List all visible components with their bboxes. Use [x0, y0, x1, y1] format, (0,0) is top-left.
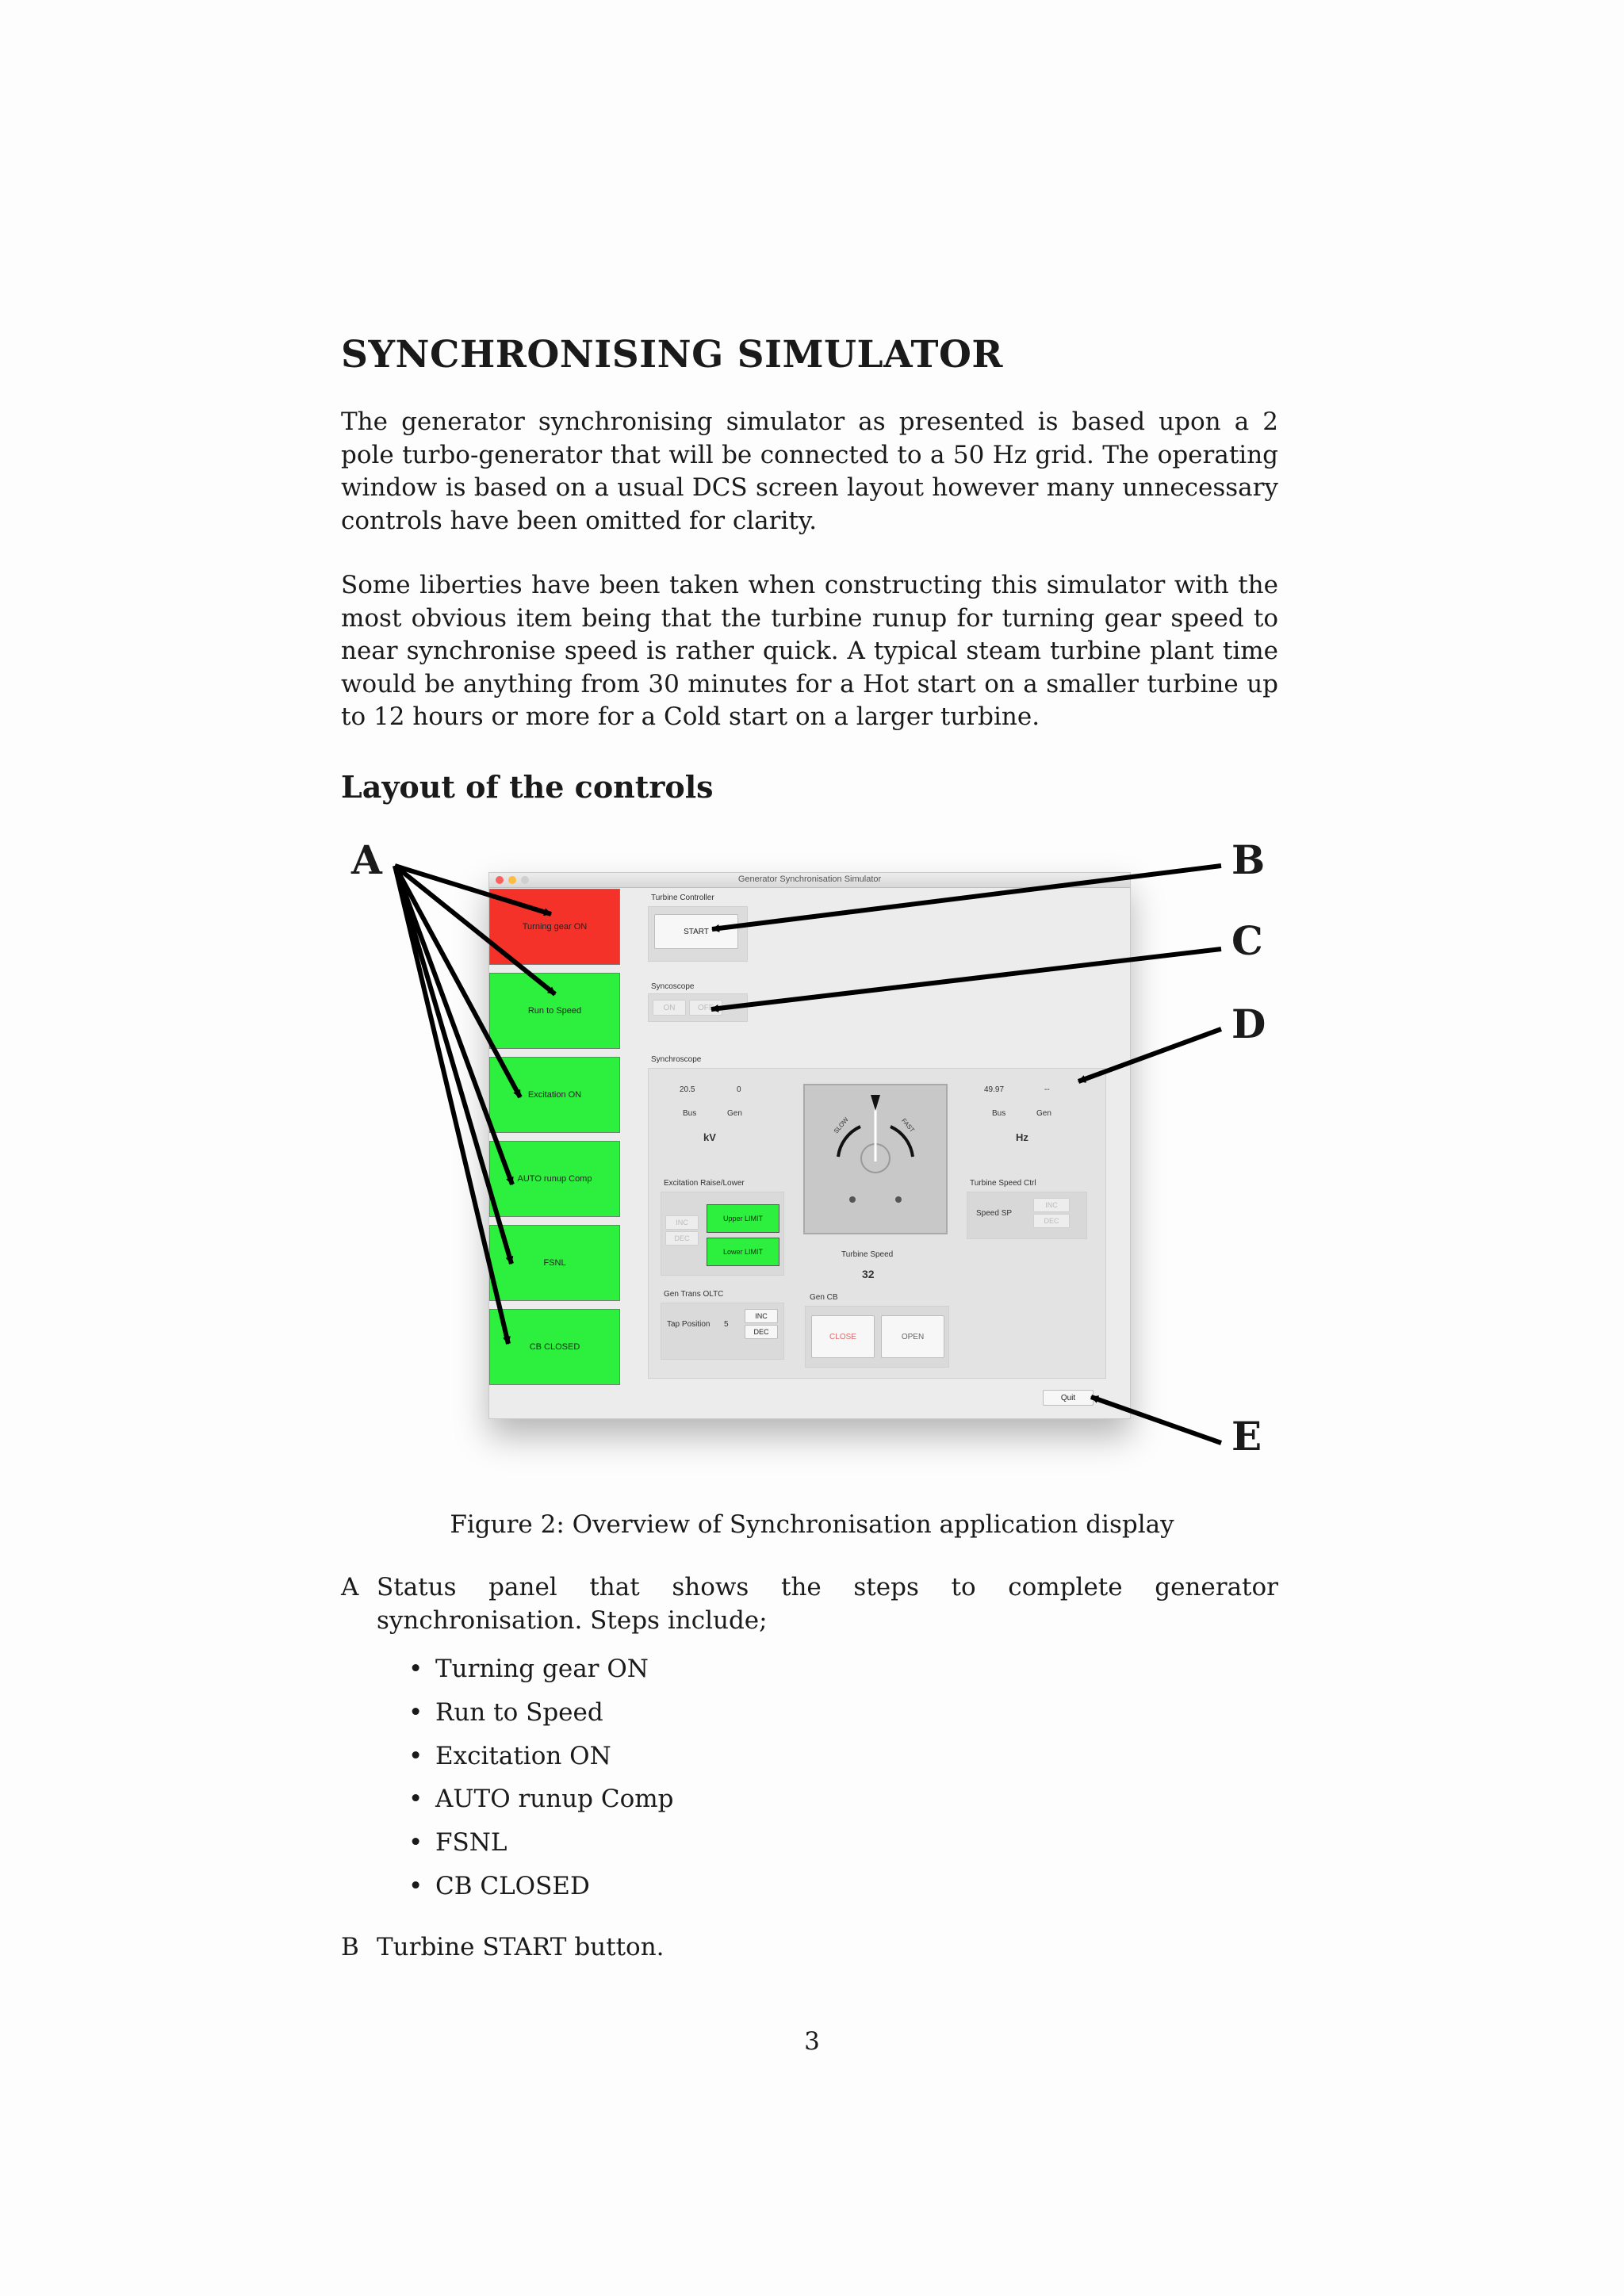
arrow-b	[712, 866, 1221, 929]
callout-d: D	[1231, 1001, 1266, 1047]
figure-caption: Figure 2: Overview of Synchronisation application display	[450, 1510, 1174, 1539]
page-heading: SYNCHRONISING SIMULATOR	[341, 333, 1003, 377]
excitation-label: Excitation Raise/Lower	[664, 1179, 745, 1188]
hz-unit: Hz	[1016, 1131, 1028, 1143]
dial-fast-label: FAST	[900, 1116, 916, 1135]
list-item: • FSNL	[408, 1828, 508, 1858]
cb-open-button[interactable]: OPEN	[881, 1315, 944, 1358]
upper-limit-indicator: Upper LIMIT	[707, 1204, 779, 1233]
list-item: • Turning gear ON	[408, 1655, 649, 1683]
oltc-inc-button[interactable]: INC	[745, 1309, 778, 1323]
steps-list	[408, 1655, 674, 1915]
list-item-text: AUTO runup Comp	[435, 1785, 674, 1814]
list-item: • AUTO runup Comp	[408, 1785, 674, 1814]
definition-a-key: A	[341, 1573, 359, 1601]
status-excitation: Excitation ON	[489, 1057, 620, 1133]
arrow-a-5	[395, 866, 511, 1264]
gen-trans-oltc-label: Gen Trans OLTC	[664, 1290, 724, 1299]
gen-hz-value: --	[1044, 1085, 1050, 1094]
bus-hz-label: Bus	[992, 1109, 1006, 1118]
list-item: • Excitation ON	[408, 1741, 611, 1770]
definition-b-text: Turbine START button.	[377, 1933, 665, 1961]
arrow-e	[1091, 1397, 1221, 1443]
excitation-dec-button[interactable]: DEC	[665, 1231, 699, 1246]
status-fsnl: FSNL	[489, 1225, 620, 1301]
bus-kv-value: 20.5	[680, 1085, 695, 1094]
gen-kv-value: 0	[737, 1085, 741, 1094]
quit-button[interactable]: Quit	[1043, 1390, 1094, 1406]
bus-kv-label: Bus	[683, 1109, 697, 1118]
definition-a-text: Status panel that shows the steps to complete generator synchronisation. Steps include;	[377, 1573, 1278, 1635]
window-title: Generator Synchronisation Simulator	[737, 874, 882, 884]
section-subheading: Layout of the controls	[341, 769, 714, 805]
status-cb-closed: CB CLOSED	[489, 1309, 620, 1385]
list-item-text: Turning gear ON	[435, 1655, 649, 1683]
liberties-paragraph: Some liberties have been taken when constructing this simulator with the most obvious item being that the turbine runup for turning gear speed to near synchronise speed is rather quick. A typical steam turbine plant time would be anything from 30 minutes for a Hot start on a smaller turbine up to 12 hours or more for a Cold start on a larger turbine.	[341, 571, 1278, 731]
callout-a: A	[351, 836, 382, 883]
synchroscope-label: Synchroscope	[651, 1055, 702, 1064]
lower-limit-indicator: Lower LIMIT	[707, 1238, 779, 1266]
turbine-speed-value: 32	[862, 1268, 875, 1280]
gen-cb-label: Gen CB	[810, 1293, 838, 1302]
definition-b	[341, 1931, 1278, 1965]
excitation-inc-button[interactable]: INC	[665, 1215, 699, 1230]
callout-e: E	[1231, 1413, 1262, 1460]
gen-kv-label: Gen	[727, 1109, 742, 1118]
status-auto-runup: AUTO runup Comp	[489, 1141, 620, 1217]
arrow-c	[711, 949, 1221, 1009]
callout-b: B	[1231, 836, 1266, 883]
list-item-text: Run to Speed	[435, 1697, 603, 1727]
tap-position-value: 5	[724, 1320, 729, 1329]
speed-sp-dec-button[interactable]: DEC	[1033, 1214, 1070, 1228]
arrow-d	[1078, 1029, 1221, 1081]
page-number: 3	[804, 2027, 820, 2056]
speed-sp-label: Speed SP	[976, 1209, 1013, 1218]
list-item: • Run to Speed	[408, 1697, 603, 1727]
syncoscope-on-button[interactable]: ON	[653, 1000, 686, 1016]
turbine-controller-label: Turbine Controller	[651, 894, 714, 902]
arrow-a-6	[395, 866, 508, 1344]
list-item-text: CB CLOSED	[435, 1871, 590, 1900]
turbine-speed-label: Turbine Speed	[841, 1250, 894, 1259]
list-item: • CB CLOSED	[408, 1871, 590, 1900]
gen-hz-label: Gen	[1036, 1109, 1051, 1118]
bus-hz-value: 49.97	[984, 1085, 1005, 1094]
list-item-text: Excitation ON	[435, 1741, 611, 1770]
dial-slow-label: SLOW	[832, 1115, 850, 1135]
status-run-to-speed: Run to Speed	[489, 973, 620, 1049]
kv-unit: kV	[703, 1131, 716, 1143]
syncoscope-label: Syncoscope	[651, 982, 695, 991]
definition-b-key: B	[341, 1933, 359, 1961]
speed-sp-inc-button[interactable]: INC	[1033, 1198, 1070, 1212]
cb-close-button[interactable]: CLOSE	[811, 1315, 875, 1358]
definition-a	[341, 1571, 1278, 1637]
oltc-dec-button[interactable]: DEC	[745, 1325, 778, 1339]
status-turning-gear: Turning gear ON	[489, 889, 620, 965]
list-item-text: FSNL	[435, 1828, 508, 1858]
callout-c: C	[1231, 917, 1263, 964]
start-button[interactable]: START	[654, 914, 738, 949]
tap-position-label: Tap Position	[667, 1320, 710, 1329]
intro-paragraph: The generator synchronising simulator as presented is based upon a 2 pole turbo-generator that will be connected to a 50 Hz grid. The operating window is based on a usual DCS screen layout however many unnecessary controls have been omitted for clarity.	[341, 408, 1278, 535]
turbine-speed-ctrl-label: Turbine Speed Ctrl	[970, 1179, 1036, 1188]
syncoscope-off-button[interactable]: OFF	[689, 1000, 722, 1016]
